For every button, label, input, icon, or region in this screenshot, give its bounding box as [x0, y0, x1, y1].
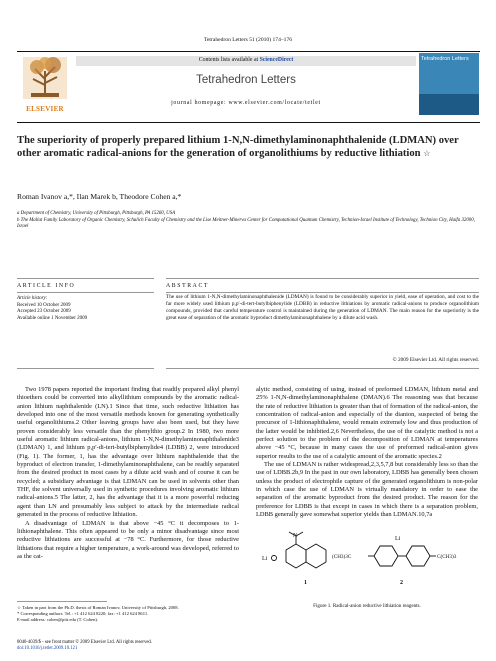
- compound-2-structure: [368, 546, 436, 566]
- body-left-column: [17, 386, 239, 561]
- body-paragraph: The use of LDMAN is rather widespread,2,3,5,7,8 but considerably less so than the use of LDBB.2b,9 In the past in our own laboratory, LDBB has generally been chosen unless the product of electrophile capture of the generated organolithium is non-polar in which case the use of LDMAN is virtually mandatory in order to ease the separation of the aromatic byproduct from the desired product. The reason for the preference for LDBB is that except in cases in which there is a separation problem, LDBB generally gave somewhat superior yields than LDMAN.10,7a: [256, 461, 478, 519]
- abstract-rule-2: [166, 292, 479, 293]
- title-footnote-mark: ☆: [423, 149, 431, 158]
- elsevier-tree-logo: [17, 53, 73, 113]
- abstract-copyright: © 2009 Elsevier Ltd. All rights reserved.: [392, 357, 479, 363]
- article-history: [17, 296, 87, 322]
- footnote-star: ☆ Taken in part from the Ph.D. thesis of Roman Ivanov, University of Pittsburgh, 2008.: [17, 605, 179, 610]
- footnote-email[interactable]: E-mail address: cohen@pitt.edu (T. Cohen).: [17, 617, 99, 623]
- header-top-rule: [17, 51, 480, 52]
- tert-butyl-left: (CH3)3C: [332, 554, 352, 560]
- publisher-name: ELSEVIER: [26, 105, 64, 113]
- affiliation-b: b The Mallat Family Laboratory of Organic Chemistry, Schulich Faculty of Chemistry and the Lise Meitner-Minerva Center for Computational Quantum Chemistry, Technion-Israel Institute of Technology, Technion City, Haifa 32000, Israel: [17, 217, 475, 230]
- compound-1-structure: [272, 532, 327, 568]
- journal-reference: Tetrahedron Letters 51 (2010) 174–176: [203, 37, 293, 43]
- journal-cover-band: [419, 94, 479, 115]
- footnotes: [17, 605, 239, 623]
- header-bottom-rule: [17, 122, 480, 123]
- online-date: Available online 1 November 2009: [17, 315, 88, 321]
- sciencedirect-link[interactable]: ScienceDirect: [259, 57, 294, 63]
- info-rule: [17, 278, 154, 279]
- article-title-text: The superiority of properly prepared lithium 1-N,N-dimethylaminonaphthalenide (LDMAN) over other aromatic radical-anions for the generation of organolithiums by reductive lithiation: [17, 135, 459, 159]
- accepted-date: Accepted 23 October 2009: [17, 309, 71, 314]
- contents-line: [76, 57, 416, 63]
- info-bottom-rule: [17, 368, 154, 369]
- affiliation-a: a Department of Chemistry, University of Pittsburgh, Pittsburgh, PA 15260, USA: [17, 211, 176, 216]
- figure-caption: Figure 1. Radical-anion reductive lithiation reagents.: [313, 603, 421, 609]
- history-label: Article history:: [17, 296, 48, 301]
- article-title: [17, 134, 480, 160]
- contents-prefix: Contents lists available at: [198, 57, 260, 63]
- lithium-label-1: Li: [262, 556, 268, 562]
- journal-homepage[interactable]: journal homepage: www.elsevier.com/locate/tetlet: [171, 100, 321, 106]
- compound-1-label: 1: [304, 580, 307, 586]
- abstract-heading: ABSTRACT: [166, 283, 210, 289]
- info-rule-2: [17, 292, 154, 293]
- abstract-text: The use of lithium 1-N,N-dimethylaminonaphthalenide (LDMAN) is found to be considerably superior in yield, ease of operation, and cost to the far more widely used lithium p,p′-di-tert-butylbiphenylide (LDBB) in reductive lithiations by aromatic radical-anions to produce organolithium compounds, provided that careful temperature control is maintained during the generation of LDMAN. The main reason for the superiority is the great ease of separation of the aromatic byproduct dimethylaminonaphthalene by a dilute acid wash.: [166, 294, 479, 322]
- abstract-bottom-rule: [166, 368, 479, 369]
- issn-block: [17, 640, 239, 652]
- body-right-column: [256, 386, 478, 520]
- article-info-heading: ARTICLE INFO: [17, 283, 76, 289]
- author-list: Roman Ivanov a,*, Ilan Marek b, Theodore Cohen a,*: [17, 192, 182, 201]
- figure-1-structures: [256, 528, 478, 598]
- body-paragraph: A disadvantage of LDMAN is that above −45 °C it decomposes to 1-lithionaphthalene. This often appeared to be only a minor disadvantage since most reductive lithiations are successful at −78 °C. Furthermore, for those reductive lithiations that require a higher temperature, a work-around was developed, referred to as the cat-: [17, 519, 239, 560]
- received-date: Received 10 October 2009: [17, 302, 71, 308]
- issn-line: 0040-4039/$ - see front matter © 2009 Elsevier Ltd. All rights reserved.: [17, 640, 152, 645]
- doi-link[interactable]: doi:10.1016/j.tetlet.2009.10.121: [17, 646, 78, 652]
- nitrogen-label: N: [293, 533, 298, 539]
- compound-2-label: 2: [400, 580, 403, 586]
- lithium-label-2: Li: [395, 536, 401, 542]
- body-paragraph: Two 1978 papers reported the important finding that readily prepared alkyl phenyl thioethers could be converted into alkyllithium compounds by the aromatic radical-anion lithium naphthalenide (LN).1 Since that time, such reductive lithiation has developed into one of the most versatile methods known for generating synthetically useful organolithiums.2 Other leaving groups have also been used, but they have proven considerably less versatile than the phenylthio group.2 In 1980, two more useful aromatic lithium radical-anions, lithium 1-N,N-dimethylaminonaphthalenide3 (LDMAN) 1, and lithium p,p′-di-tert-butylbiphenylide4 (LDBB) 2, were introduced (Fig. 1). The former, 1, has the advantage over lithium naphthalenide that the byproduct of electron transfer, 1-dimethylaminonaphthalene, can be readily separated from the desired product in most cases by a dilute acid wash and of course it can be recycled; a subsidiary advantage is that LDMAN can be used in solvents other than THF, the solvent universally used in synthetic procedures involving aromatic lithium radical-anions.5 The latter, 2, has the advantage that it is a more powerful reducing agent than LN and presumably less subject to attack by the intermediate radical generated in the process of reductive lithiation.: [17, 386, 239, 519]
- affiliations: [17, 211, 477, 231]
- footnote-rule: [17, 601, 107, 602]
- journal-name: Tetrahedron Letters: [196, 74, 296, 86]
- abstract-rule: [166, 278, 479, 279]
- body-paragraph: alytic method, consisting of using, instead of preformed LDMAN, lithium metal and 25% 1-N,N-dimethylaminonaphthalene (DMAN).6 The reasoning was that because the rate of reductive lithiation is greater than that of formation of the radical-anion, the concentration of radical-anion and especially of the dianion, suspected of being the precursor of 1-lithionaphthalene, would remain extremely low and thus production of the latter would be inhibited.2,6 Nevertheless, the use of the catalytic method is not a perfect solution to the problem of the decomposition of LDMAN at temperatures above −45 °C, because in many cases the use of preformed radical-anion gives superior results to the use of a catalytic amount of the aromatic species.2: [256, 386, 478, 460]
- journal-cover-title: Tetrahedron Letters: [421, 56, 469, 62]
- tert-butyl-right: C(CH3)3: [437, 554, 457, 560]
- footnote-corresponding: * Corresponding authors. Tel.: +1 412 624 8220; fax: +1 412 624 8611.: [17, 611, 149, 617]
